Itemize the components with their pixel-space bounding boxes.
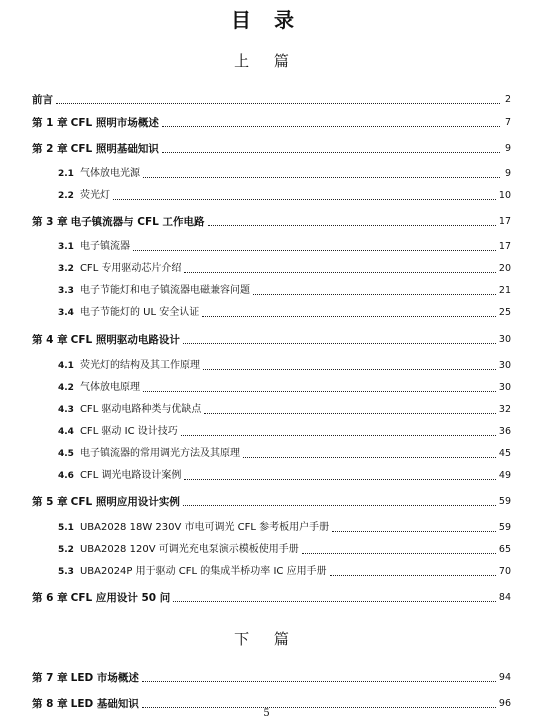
toc-section-entry[interactable] [58, 281, 511, 297]
toc-entry-page: 17 [498, 216, 511, 227]
toc-entry-page: 21 [498, 285, 511, 296]
toc-entry-title: 气体放电光源 [79, 168, 140, 179]
toc-entry-number: 第 5 章 [32, 496, 68, 508]
toc-entry-page: 20 [498, 263, 511, 274]
toc-entry-number: 3.3 [58, 286, 74, 296]
toc-chapter-entry[interactable] [32, 139, 511, 155]
toc-section-entry[interactable] [58, 444, 511, 460]
toc-section-entry[interactable] [58, 356, 511, 372]
toc-dot-leader [332, 530, 496, 532]
toc-title: 目 录 [231, 8, 302, 32]
toc-dot-leader [183, 342, 496, 344]
toc-chapter-entry[interactable] [32, 492, 511, 508]
toc-entry-number: 3.4 [58, 308, 74, 318]
toc-entry-page: 65 [498, 544, 511, 555]
toc-entry-title: CFL 照明应用设计实例 [70, 496, 180, 508]
toc-section-entry[interactable] [58, 164, 511, 180]
toc-entry-page: 70 [498, 566, 511, 577]
toc-entry-page: 30 [498, 360, 511, 371]
toc-entry-number: 2.1 [58, 169, 74, 179]
toc-dot-leader [56, 102, 500, 104]
toc-section-entry[interactable] [58, 303, 511, 319]
toc-dot-leader [302, 552, 496, 554]
toc-entry-title: UBA2028 18W 230V 市电可调光 CFL 参考板用户手册 [79, 522, 330, 533]
toc-chapter-entry[interactable] [32, 330, 511, 346]
toc-entry-title: 荧光灯 [79, 190, 110, 201]
toc-entry-title: CFL 调光电路设计案例 [79, 470, 182, 481]
toc-dot-leader [253, 293, 496, 295]
toc-entry-page: 84 [498, 592, 511, 603]
toc-entry-number: 4.4 [58, 427, 74, 437]
toc-entry-page: 17 [498, 241, 511, 252]
toc-chapter-entry[interactable] [32, 90, 511, 106]
toc-entry-title: 电子节能灯和电子镇流器电磁兼容问题 [79, 285, 250, 296]
toc-dot-leader [133, 249, 496, 251]
toc-section-entry[interactable] [58, 237, 511, 253]
toc-entry-page: 36 [498, 426, 511, 437]
toc-entry-title: 电子节能灯的 UL 安全认证 [79, 307, 200, 318]
toc-dot-leader [204, 412, 495, 414]
toc-entry-page: 45 [498, 448, 511, 459]
toc-entry-number: 第 2 章 [32, 143, 68, 155]
toc-section-entry[interactable] [58, 518, 511, 534]
toc-dot-leader [183, 504, 496, 506]
toc-dot-leader [243, 456, 496, 458]
toc-dot-leader [202, 315, 496, 317]
toc-section-entry[interactable] [58, 259, 511, 275]
toc-entry-title: CFL 应用设计 50 问 [70, 592, 171, 604]
toc-entry-number: 第 4 章 [32, 334, 68, 346]
toc-entry-title: 前言 [32, 94, 53, 106]
toc-entry-number: 4.5 [58, 449, 74, 459]
toc-entry-title: 电子镇流器的常用调光方法及其原理 [79, 448, 240, 459]
toc-entry-title: LED 基础知识 [70, 698, 139, 710]
toc-dot-leader [184, 478, 495, 480]
toc-entry-number: 5.1 [58, 523, 74, 533]
toc-section-entry[interactable] [58, 400, 511, 416]
toc-entry-title: CFL 驱动电路种类与优缺点 [79, 404, 202, 415]
toc-entry-number: 4.6 [58, 471, 74, 481]
toc-entry-page: 7 [504, 117, 511, 128]
toc-entry-page: 32 [498, 404, 511, 415]
toc-entry-page: 25 [498, 307, 511, 318]
toc-entry-page: 30 [498, 382, 511, 393]
toc-entry-page: 94 [498, 672, 511, 683]
toc-chapter-entry[interactable] [32, 113, 511, 129]
toc-dot-leader [181, 434, 496, 436]
toc-dot-leader [330, 574, 496, 576]
page-number: 5 [263, 708, 270, 719]
toc-chapter-entry[interactable] [32, 588, 511, 604]
toc-entry-title: CFL 照明市场概述 [70, 117, 159, 129]
toc-entry-title: CFL 专用驱动芯片介绍 [79, 263, 182, 274]
toc-dot-leader [143, 176, 500, 178]
toc-entry-number: 第 6 章 [32, 592, 68, 604]
toc-entry-title: 荧光灯的结构及其工作原理 [79, 360, 200, 371]
toc-entry-number: 4.1 [58, 361, 74, 371]
toc-entry-page: 96 [498, 698, 511, 709]
toc-entry-title: UBA2024P 用于驱动 CFL 的集成半桥功率 IC 应用手册 [79, 566, 327, 577]
toc-dot-leader [162, 125, 500, 127]
toc-entry-title: CFL 照明驱动电路设计 [70, 334, 180, 346]
toc-dot-leader [208, 224, 496, 226]
toc-entry-number: 3.1 [58, 242, 74, 252]
toc-section-entry[interactable] [58, 186, 511, 202]
part-heading-upper: 上 篇 [234, 52, 299, 70]
toc-entry-page: 9 [504, 168, 511, 179]
toc-entry-title: LED 市场概述 [70, 672, 139, 684]
part-heading-lower: 下 篇 [234, 630, 299, 648]
toc-section-entry[interactable] [58, 378, 511, 394]
toc-entry-number: 第 3 章 [32, 216, 68, 228]
toc-entry-page: 9 [504, 143, 511, 154]
toc-dot-leader [184, 271, 495, 273]
toc-entry-number: 4.2 [58, 383, 74, 393]
toc-entry-number: 3.2 [58, 264, 74, 274]
toc-dot-leader [173, 600, 496, 602]
toc-entry-title: 电子镇流器与 CFL 工作电路 [70, 216, 205, 228]
toc-dot-leader [203, 368, 496, 370]
toc-entry-number: 5.2 [58, 545, 74, 555]
toc-entry-page: 59 [498, 496, 511, 507]
toc-dot-leader [162, 151, 500, 153]
toc-chapter-entry[interactable] [32, 668, 511, 684]
toc-entry-number: 第 1 章 [32, 117, 68, 129]
toc-entry-number: 2.2 [58, 191, 74, 201]
toc-entry-number: 4.3 [58, 405, 74, 415]
toc-section-entry[interactable] [58, 562, 511, 578]
toc-dot-leader [143, 390, 496, 392]
toc-chapter-entry[interactable] [32, 212, 511, 228]
toc-entry-number: 第 8 章 [32, 698, 68, 710]
toc-entry-page: 2 [504, 94, 511, 105]
toc-entry-number: 5.3 [58, 567, 74, 577]
toc-entry-title: CFL 驱动 IC 设计技巧 [79, 426, 178, 437]
toc-section-entry[interactable] [58, 422, 511, 438]
toc-dot-leader [142, 680, 496, 682]
toc-entry-title: 电子镇流器 [79, 241, 130, 252]
toc-entry-page: 30 [498, 334, 511, 345]
toc-entry-page: 10 [498, 190, 511, 201]
toc-section-entry[interactable] [58, 540, 511, 556]
toc-entry-title: UBA2028 120V 可调光充电泵演示模板使用手册 [79, 544, 299, 555]
toc-section-entry[interactable] [58, 466, 511, 482]
toc-entry-title: 气体放电原理 [79, 382, 140, 393]
toc-dot-leader [113, 198, 496, 200]
toc-entry-page: 59 [498, 522, 511, 533]
toc-entry-number: 第 7 章 [32, 672, 68, 684]
toc-entry-title: CFL 照明基础知识 [70, 143, 159, 155]
toc-entry-page: 49 [498, 470, 511, 481]
